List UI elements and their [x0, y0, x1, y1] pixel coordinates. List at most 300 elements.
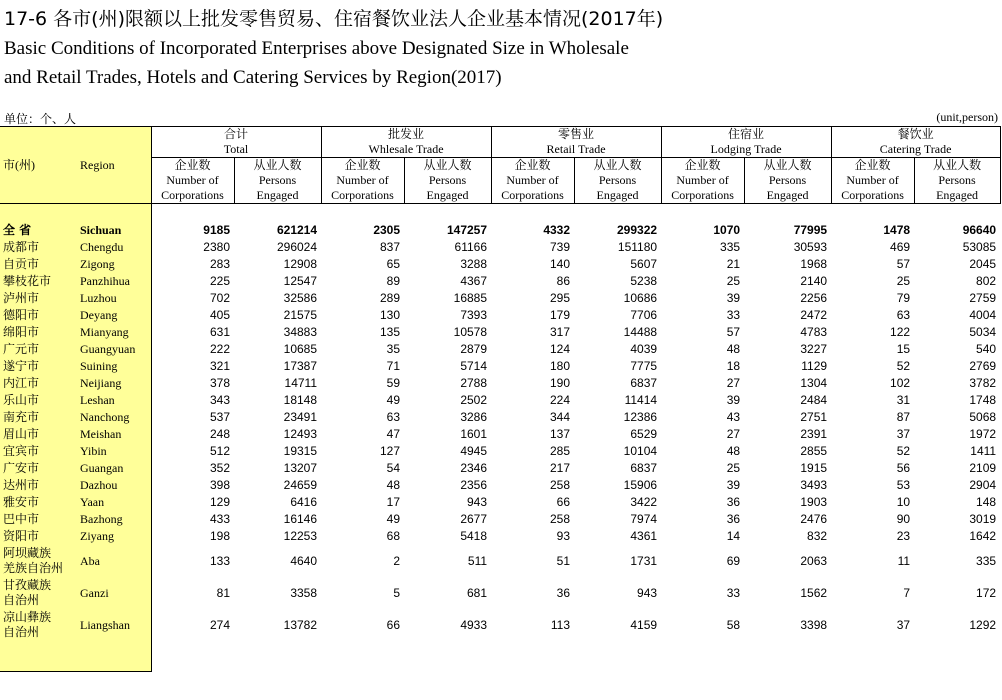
pers-subheader-en: Persons: [744, 173, 831, 188]
region-name-zh: 绵阳市: [0, 324, 76, 341]
region-name-zh: 攀枝花市: [0, 273, 76, 290]
table-row: [0, 273, 1000, 290]
value-cell: 77995: [793, 223, 828, 237]
value-cell: 5607: [630, 257, 658, 271]
value-cell: 258: [550, 478, 571, 492]
value-cell: 124: [550, 342, 571, 356]
value-cell: 7393: [460, 308, 488, 322]
value-cell: 71: [386, 359, 401, 373]
value-cell: 33: [726, 585, 741, 600]
table-row: [0, 307, 1000, 324]
value-cell: 69: [726, 553, 741, 568]
region-name-en: Guangan: [76, 460, 151, 477]
value-cell: 217: [550, 461, 571, 475]
value-cell: 248: [209, 427, 230, 441]
value-cell: 33: [726, 308, 741, 322]
value-cell: 4039: [630, 342, 658, 356]
value-cell: 63: [896, 308, 911, 322]
table-row: [0, 460, 1000, 477]
value-cell: 32586: [283, 291, 318, 305]
value-cell: 48: [386, 478, 401, 492]
value-cell: 140: [550, 257, 571, 271]
table-row: [0, 494, 1000, 511]
group-header-en: Total: [151, 142, 321, 158]
value-cell: 86: [556, 274, 571, 288]
table-row: [0, 324, 1000, 341]
value-cell: 135: [379, 325, 401, 339]
value-cell: 258: [550, 512, 571, 526]
value-cell: 7: [903, 585, 911, 600]
value-cell: 35: [386, 342, 401, 356]
value-cell: 469: [890, 240, 911, 254]
value-cell: 10104: [623, 444, 658, 458]
region-name-en: Zigong: [76, 256, 151, 273]
value-cell: 1411: [970, 444, 997, 458]
group-header-en: Catering Trade: [831, 142, 1000, 158]
value-cell: 1915: [800, 461, 828, 475]
value-cell: 2751: [800, 410, 828, 424]
value-cell: 59: [386, 376, 401, 390]
corp-subheader-en: Number of: [321, 173, 404, 188]
region-name-en: Yaan: [76, 494, 151, 511]
value-cell: 129: [209, 495, 230, 509]
value-cell: 16146: [283, 512, 318, 526]
region-name-en: Panzhihua: [76, 273, 151, 290]
region-name-zh-line1: 阿坝藏族: [3, 546, 52, 560]
value-cell: 317: [550, 325, 571, 339]
region-name-zh: [0, 577, 76, 609]
value-cell: 1748: [969, 393, 997, 407]
value-cell: 10578: [453, 325, 488, 339]
value-cell: 137: [550, 427, 571, 441]
value-cell: 179: [550, 308, 571, 322]
value-cell: 3019: [969, 512, 997, 526]
pers-subheader-en: Engaged: [574, 188, 661, 204]
region-name-zh: 巴中市: [0, 511, 76, 528]
region-name-en: Ganzi: [76, 577, 151, 609]
value-cell: 13207: [283, 461, 318, 475]
value-cell: 1562: [800, 585, 828, 600]
value-cell: 295: [550, 291, 571, 305]
table-row: [0, 375, 1000, 392]
value-cell: 19315: [283, 444, 318, 458]
value-cell: 702: [209, 291, 230, 305]
value-cell: 4332: [543, 223, 571, 237]
value-cell: 25: [726, 461, 741, 475]
value-cell: 49: [386, 512, 401, 526]
value-cell: 11: [897, 553, 911, 568]
value-cell: 4159: [630, 617, 658, 632]
value-cell: 2759: [969, 291, 997, 305]
value-cell: 190: [550, 376, 571, 390]
value-cell: 130: [379, 308, 401, 322]
value-cell: 2391: [800, 427, 828, 441]
value-cell: 1972: [969, 427, 997, 441]
value-cell: 802: [976, 274, 997, 288]
value-cell: 23: [896, 529, 911, 543]
data-table: [0, 126, 1001, 672]
value-cell: 198: [209, 529, 230, 543]
value-cell: 1903: [800, 495, 828, 509]
value-cell: 96640: [962, 223, 997, 237]
region-name-zh: 自贡市: [0, 256, 76, 273]
corp-subheader-zh: 企业数: [661, 158, 744, 174]
value-cell: 52: [896, 359, 911, 373]
value-cell: 2677: [460, 512, 488, 526]
region-name-zh: 资阳市: [0, 528, 76, 545]
value-cell: 4004: [969, 308, 997, 322]
value-cell: 6837: [630, 376, 658, 390]
value-cell: 180: [550, 359, 571, 373]
group-header-en: Whlesale Trade: [321, 142, 491, 158]
value-cell: 537: [209, 410, 230, 424]
value-cell: 943: [637, 585, 658, 600]
pers-subheader-en: Engaged: [404, 188, 491, 204]
value-cell: 343: [209, 393, 230, 407]
region-name-zh: 全 省: [0, 222, 76, 239]
region-name-en: Liangshan: [76, 609, 151, 641]
region-name-en: Nanchong: [76, 409, 151, 426]
value-cell: 378: [209, 376, 230, 390]
value-cell: 14711: [284, 376, 318, 390]
region-name-zh: [0, 545, 76, 577]
value-cell: 4640: [290, 553, 318, 568]
region-name-zh-line2: 自治州: [3, 593, 40, 607]
value-cell: 943: [467, 495, 488, 509]
value-cell: 9185: [203, 223, 230, 237]
value-cell: 5068: [969, 410, 997, 424]
value-cell: 63: [386, 410, 401, 424]
group-header-zh: 住宿业: [661, 127, 831, 143]
value-cell: 36: [726, 495, 741, 509]
value-cell: 172: [976, 585, 997, 600]
value-cell: 81: [216, 585, 230, 600]
value-cell: 10685: [283, 342, 318, 356]
value-cell: 2769: [969, 359, 997, 373]
value-cell: 299322: [617, 223, 658, 237]
value-cell: 4933: [460, 617, 488, 632]
value-cell: 58: [726, 617, 741, 632]
value-cell: 511: [467, 553, 488, 568]
value-cell: 296024: [276, 240, 318, 254]
region-column-header: Region: [76, 158, 151, 174]
value-cell: 5418: [460, 529, 488, 543]
value-cell: 12493: [283, 427, 318, 441]
region-name-zh-line2: 羌族自治州: [3, 561, 64, 575]
value-cell: 398: [209, 478, 230, 492]
value-cell: 10: [896, 495, 911, 509]
value-cell: 79: [896, 291, 911, 305]
region-name-en: Deyang: [76, 307, 151, 324]
table-row: [0, 577, 1000, 609]
value-cell: 224: [550, 393, 571, 407]
region-name-zh: 遂宁市: [0, 358, 76, 375]
value-cell: 47: [386, 427, 401, 441]
region-name-en: Chengdu: [76, 239, 151, 256]
value-cell: 2: [393, 553, 401, 568]
region-name-zh-line2: 自治州: [3, 625, 40, 639]
value-cell: 12547: [283, 274, 318, 288]
table-row: [0, 290, 1000, 307]
table-row: [0, 256, 1000, 273]
value-cell: 21575: [283, 308, 318, 322]
value-cell: 7974: [630, 512, 658, 526]
value-cell: 53: [896, 478, 911, 492]
value-cell: 93: [556, 529, 571, 543]
value-cell: 37: [896, 427, 911, 441]
value-cell: 11414: [624, 393, 658, 407]
region-name-zh: 乐山市: [0, 392, 76, 409]
pers-subheader-en: Persons: [234, 173, 321, 188]
group-header-zh: 批发业: [321, 127, 491, 143]
value-cell: 5714: [460, 359, 488, 373]
value-cell: 2788: [460, 376, 488, 390]
table-row: [0, 477, 1000, 494]
value-cell: 5034: [969, 325, 997, 339]
table-row: [0, 392, 1000, 409]
value-cell: 18148: [283, 393, 318, 407]
value-cell: 3782: [969, 376, 997, 390]
region-name-zh: 广元市: [0, 341, 76, 358]
table-row: [0, 239, 1000, 256]
value-cell: 2140: [800, 274, 828, 288]
table-row: [0, 409, 1000, 426]
table-row: [0, 341, 1000, 358]
pers-subheader-en: Persons: [574, 173, 661, 188]
value-cell: 12253: [283, 529, 318, 543]
value-cell: 3286: [460, 410, 488, 424]
value-cell: 335: [976, 553, 997, 568]
table-row: [0, 528, 1000, 545]
value-cell: 17387: [283, 359, 318, 373]
region-name-zh: 达州市: [0, 477, 76, 494]
value-cell: 57: [726, 325, 741, 339]
corp-subheader-en: Corporations: [661, 188, 744, 204]
region-name-en: Neijiang: [76, 375, 151, 392]
pers-subheader-en: Engaged: [744, 188, 831, 204]
value-cell: 225: [209, 274, 230, 288]
pers-subheader-en: Engaged: [914, 188, 1000, 204]
value-cell: 36: [556, 585, 571, 600]
value-cell: 147257: [446, 223, 488, 237]
corp-subheader-zh: 企业数: [321, 158, 404, 174]
table-row: [0, 511, 1000, 528]
value-cell: 54: [386, 461, 401, 475]
pers-subheader-zh: 从业人数: [914, 158, 1000, 174]
region-name-en: Yibin: [76, 443, 151, 460]
value-cell: 52: [896, 444, 911, 458]
region-name-en: Leshan: [76, 392, 151, 409]
value-cell: 1642: [969, 529, 997, 543]
pers-subheader-zh: 从业人数: [744, 158, 831, 174]
region-name-zh: 德阳市: [0, 307, 76, 324]
value-cell: 48: [726, 342, 741, 356]
value-cell: 15: [896, 342, 911, 356]
value-cell: 27: [726, 376, 741, 390]
group-header-zh: 零售业: [491, 127, 661, 143]
value-cell: 2063: [800, 553, 828, 568]
region-name-en: Bazhong: [76, 511, 151, 528]
value-cell: 3288: [460, 257, 488, 271]
region-name-zh-line1: 凉山彝族: [3, 610, 52, 624]
region-name-en: Sichuan: [76, 222, 151, 239]
value-cell: 5: [393, 585, 401, 600]
table-title-english-line1: Basic Conditions of Incorporated Enterprises above Designated Size in Wholesale: [4, 38, 629, 59]
value-cell: 37: [896, 617, 911, 632]
value-cell: 89: [386, 274, 401, 288]
region-name-zh: 眉山市: [0, 426, 76, 443]
value-cell: 2484: [800, 393, 828, 407]
region-name-en: Guangyuan: [76, 341, 151, 358]
value-cell: 25: [896, 274, 911, 288]
value-cell: 15906: [623, 478, 658, 492]
region-name-en: Ziyang: [76, 528, 151, 545]
value-cell: 1070: [713, 223, 741, 237]
value-cell: 30593: [793, 240, 828, 254]
value-cell: 631: [209, 325, 230, 339]
value-cell: 3358: [290, 585, 318, 600]
region-name-en: Dazhou: [76, 477, 151, 494]
table-title-chinese: 17-6 各市(州)限额以上批发零售贸易、住宿餐饮业法人企业基本情况(2017年): [4, 8, 664, 30]
value-cell: 2305: [373, 223, 401, 237]
unit-label-english: (unit,person): [936, 110, 998, 124]
value-cell: 837: [379, 240, 401, 254]
corp-subheader-en: Number of: [831, 173, 914, 188]
table-row: [0, 358, 1000, 375]
pers-subheader-en: Persons: [404, 173, 491, 188]
region-name-en: Meishan: [76, 426, 151, 443]
value-cell: 39: [726, 478, 741, 492]
value-cell: 43: [726, 410, 741, 424]
corp-subheader-en: Number of: [661, 173, 744, 188]
value-cell: 283: [209, 257, 230, 271]
region-name-zh: 内江市: [0, 375, 76, 392]
table-title-english-line2: and Retail Trades, Hotels and Catering Services by Region(2017): [4, 67, 502, 88]
region-name-en: Suining: [76, 358, 151, 375]
value-cell: 7706: [630, 308, 658, 322]
table-row: [0, 426, 1000, 443]
table-row: [0, 443, 1000, 460]
value-cell: 2472: [800, 308, 828, 322]
value-cell: 13782: [283, 617, 318, 632]
value-cell: 53085: [962, 240, 997, 254]
region-name-en: Aba: [76, 545, 151, 577]
value-cell: 12908: [283, 257, 318, 271]
value-cell: 56: [896, 461, 911, 475]
corp-subheader-en: Corporations: [151, 188, 234, 204]
group-header-en: Retail Trade: [491, 142, 661, 158]
value-cell: 18: [726, 359, 741, 373]
value-cell: 27: [726, 427, 741, 441]
value-cell: 2904: [969, 478, 997, 492]
value-cell: 274: [209, 617, 230, 632]
value-cell: 151180: [617, 240, 658, 254]
value-cell: 433: [209, 512, 230, 526]
region-name-en: Luzhou: [76, 290, 151, 307]
value-cell: 289: [379, 291, 401, 305]
value-cell: 122: [890, 325, 911, 339]
value-cell: 39: [726, 393, 741, 407]
corp-subheader-en: Corporations: [321, 188, 404, 204]
unit-label-chinese: 单位：个、人: [4, 112, 77, 126]
value-cell: 65: [386, 257, 401, 271]
corp-subheader-en: Corporations: [491, 188, 574, 204]
value-cell: 14488: [623, 325, 658, 339]
region-name-zh-line1: 甘孜藏族: [3, 578, 52, 592]
value-cell: 1129: [801, 359, 828, 373]
value-cell: 2855: [800, 444, 828, 458]
value-cell: 1601: [460, 427, 488, 441]
value-cell: 621214: [276, 223, 318, 237]
group-header-en: Lodging Trade: [661, 142, 831, 158]
pers-subheader-zh: 从业人数: [234, 158, 321, 174]
value-cell: 12386: [623, 410, 658, 424]
corp-subheader-en: Number of: [151, 173, 234, 188]
corp-subheader-en: Number of: [491, 173, 574, 188]
corp-subheader-zh: 企业数: [151, 158, 234, 174]
value-cell: 3493: [800, 478, 828, 492]
value-cell: 1292: [969, 617, 997, 632]
value-cell: 3422: [630, 495, 658, 509]
pers-subheader-zh: 从业人数: [574, 158, 661, 174]
value-cell: 285: [550, 444, 571, 458]
value-cell: 739: [550, 240, 571, 254]
pers-subheader-zh: 从业人数: [404, 158, 491, 174]
value-cell: 102: [890, 376, 911, 390]
value-cell: 16885: [453, 291, 488, 305]
value-cell: 832: [807, 529, 828, 543]
value-cell: 31: [896, 393, 911, 407]
value-cell: 10686: [623, 291, 658, 305]
region-name-zh: 宜宾市: [0, 443, 76, 460]
value-cell: 2380: [203, 240, 230, 254]
value-cell: 148: [976, 495, 997, 509]
value-cell: 61166: [454, 240, 488, 254]
corp-subheader-en: Corporations: [831, 188, 914, 204]
value-cell: 49: [386, 393, 401, 407]
value-cell: 6416: [290, 495, 318, 509]
value-cell: 4367: [460, 274, 488, 288]
value-cell: 48: [726, 444, 741, 458]
region-name-zh: 雅安市: [0, 494, 76, 511]
value-cell: 352: [209, 461, 230, 475]
region-name-en: Mianyang: [76, 324, 151, 341]
value-cell: 4945: [460, 444, 488, 458]
value-cell: 1968: [800, 257, 828, 271]
value-cell: 51: [556, 553, 571, 568]
value-cell: 335: [720, 240, 741, 254]
value-cell: 5238: [630, 274, 658, 288]
value-cell: 405: [209, 308, 230, 322]
city-column-header: 市(州): [0, 158, 76, 174]
table-row: [0, 545, 1000, 577]
value-cell: 6837: [630, 461, 658, 475]
group-header-zh: 餐饮业: [831, 127, 1000, 143]
value-cell: 133: [209, 553, 230, 568]
value-cell: 4361: [630, 529, 658, 543]
value-cell: 66: [386, 617, 401, 632]
corp-subheader-zh: 企业数: [831, 158, 914, 174]
value-cell: 344: [550, 410, 571, 424]
table-row: [0, 222, 1000, 239]
value-cell: 512: [209, 444, 230, 458]
table-row: [0, 609, 1000, 641]
corp-subheader-zh: 企业数: [491, 158, 574, 174]
value-cell: 2346: [460, 461, 488, 475]
pers-subheader-en: Persons: [914, 173, 1000, 188]
value-cell: 2476: [800, 512, 828, 526]
value-cell: 68: [386, 529, 401, 543]
